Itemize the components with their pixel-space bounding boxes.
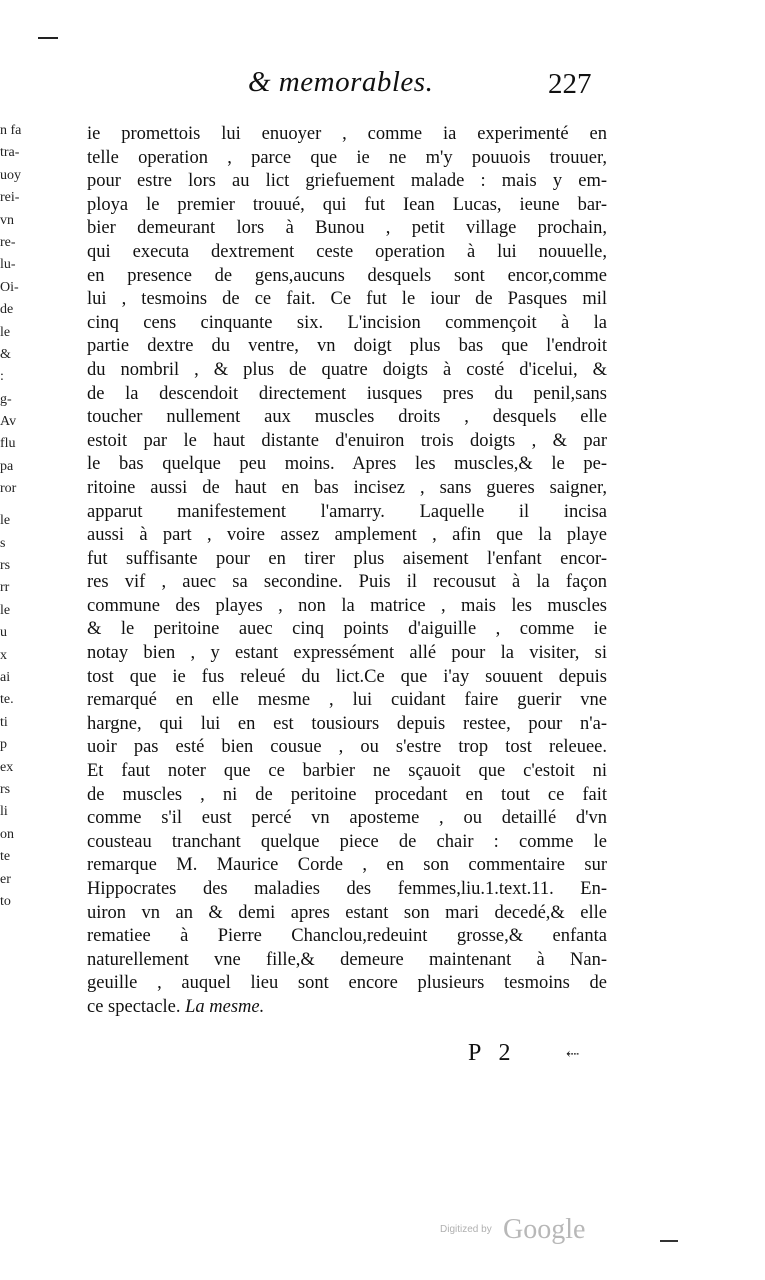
page-number: 227 [548,68,592,100]
text-line [87,949,607,973]
text-line-content: tost que ie fus releué du lict.Ce que i'ay souuent depuis [87,666,607,687]
text-line [87,217,607,241]
text-line-content: commune des playes , non la matrice , mais les muscles [87,595,607,616]
margin-fragment: x [0,647,7,663]
text-line-content: pour estre lors au lict griefuement malade : mais y em- [87,171,607,192]
text-line-content: du nombril , & plus de quatre doigts à costé d'icelui, & [87,359,607,380]
text-line [87,312,607,336]
margin-fragment: ai [0,669,11,685]
text-line-content: qui executa dextrement ceste operation à lui nouuelle, [87,241,607,262]
margin-fragment: le [0,513,11,529]
margin-fragment: de [0,302,14,318]
text-line [87,477,607,501]
bottom-rule [660,1240,678,1242]
margin-fragment: pa [0,458,14,474]
text-line [87,147,607,171]
text-line [87,359,607,383]
margin-fragment: rei- [0,190,20,206]
margin-fragment: Av [0,414,17,430]
text-line-content: estoit par le haut distante d'enuiron trois doigts , & par [87,430,607,451]
text-line-content: toucher nullement aux muscles droits , desquels elle [87,407,607,428]
text-line [87,383,607,407]
text-line-content: rematiee à Pierre Chanclou,redeuint grosse,& enfanta [87,926,607,947]
text-line-content: uiron vn an & demi apres estant son mari decedé,& elle [87,902,607,923]
margin-fragment: vn [0,212,14,228]
printer-mark: ⇠ [566,1044,580,1063]
text-line [87,878,607,902]
top-rule [38,37,58,39]
text-line-content: aussi à part , voire assez amplement , afin que la playe [87,525,607,546]
body-text [87,123,607,1020]
margin-fragment: ex [0,759,14,775]
text-line [87,265,607,289]
text-line [87,241,607,265]
text-line [87,642,607,666]
margin-fragment: to [0,893,11,909]
margin-fragment: s [0,535,6,551]
text-line-content: hargne, qui lui en est tousiours depuis restee, pour n'a- [87,713,607,734]
text-line-content: remarqué en elle mesme , lui cuidant faire guerir vne [87,690,607,711]
margin-fragment: uoy [0,167,21,183]
text-line-content: res vif , auec sa secondine. Puis il recousut à la façon [87,572,607,593]
text-line [87,288,607,312]
text-line [87,925,607,949]
text-line-content: cousteau tranchant quelque piece de chair : comme le [87,831,607,852]
text-line-content: Hippocrates des maladies des femmes,liu.1.text.11. En- [87,879,607,899]
text-line-content: lui , tesmoins de ce fait. Ce fut le iour de Pasques mil [87,289,607,310]
text-line [87,548,607,572]
text-line [87,831,607,855]
text-line [87,902,607,926]
text-line-content: & le peritoine auec cinq points d'aiguille , comme ie [87,619,607,640]
text-line-content: remarque M. Maurice Corde , en son commentaire sur [87,855,607,876]
text-line-content: Et faut noter que ce barbier ne sçauoit que c'estoit ni [87,761,607,782]
closing-attribution: La mesme. [185,996,265,1017]
margin-fragment: er [0,871,11,887]
text-line-content: ce spectacle. [87,996,181,1017]
text-line [87,618,607,642]
margin-fragment: te. [0,692,14,708]
margin-fragment: ror [0,481,17,497]
margin-fragment: le [0,324,11,340]
signature-mark: P 2 [468,1040,517,1066]
text-line-content: de muscles , ni de peritoine procedant en tout ce fait [87,784,607,805]
text-line-content: en presence de gens,aucuns desquels sont encor,comme [87,265,607,286]
text-line-content: telle operation , parce que ie ne m'y pouuois trouuer, [87,147,607,168]
text-line-content: le bas quelque peu moins. Apres les muscles,& le pe- [87,454,607,475]
text-line [87,453,607,477]
facing-page-margin [0,120,28,913]
text-line [87,736,607,760]
text-line [87,501,607,525]
text-line [87,571,607,595]
margin-fragment: le [0,602,11,618]
margin-fragment: : [0,369,4,385]
text-line-content: cinq cens cinquante six. L'incision commençoit à la [87,312,607,333]
margin-fragment: rs [0,558,11,574]
text-line [87,123,607,147]
running-head: & memorables. [248,66,434,98]
text-line [87,666,607,690]
margin-fragment: rs [0,781,11,797]
text-line-content: partie dextre du ventre, vn doigt plus bas que l'endroit [87,336,607,357]
text-line-content: fut suffisante pour en tirer plus aisement l'enfant encor- [87,548,607,569]
text-line [87,335,607,359]
text-line [87,595,607,619]
text-line-content: notay bien , y estant expressément allé pour la visiter, si [87,643,607,664]
text-line-content: uoir pas esté bien cousue , ou s'estre trop tost releuee. [87,737,607,758]
text-line [87,406,607,430]
text-line-content: de la descendoit directement iusques pres du penil,sans [87,383,607,404]
text-line [87,854,607,878]
text-line [87,760,607,784]
margin-fragment: ti [0,714,8,730]
margin-fragment: g- [0,391,12,407]
text-line-content: bier demeurant lors à Bunou , petit village prochain, [87,218,607,239]
margin-fragment: li [0,804,8,820]
text-line [87,713,607,737]
text-line-content: ie promettois lui enuoyer , comme ia experimenté en [87,124,607,144]
digitized-by-label: Digitized by [440,1224,492,1235]
margin-fragment: re- [0,234,16,250]
margin-fragment: on [0,826,14,842]
margin-fragment: p [0,737,7,753]
margin-fragment: flu [0,436,16,452]
text-line-content: naturellement vne fille,& demeure maintenant à Nan- [87,949,607,970]
text-line-content: comme s'il eust percé vn aposteme , ou detaillé d'vn [87,808,607,829]
text-line [87,170,607,194]
text-line-content: apparut manifestement l'amarry. Laquelle il incisa [87,501,607,522]
margin-fragment: Oi- [0,279,19,295]
text-line [87,807,607,831]
text-line-content: ploya le premier trouué, qui fut Iean Lucas, ieune bar- [87,194,607,215]
google-watermark: Google [503,1214,586,1245]
text-line [87,784,607,808]
margin-fragment: u [0,625,7,641]
margin-fragment: te [0,849,11,865]
text-line [87,524,607,548]
margin-fragment: tra- [0,145,20,161]
text-line [87,430,607,454]
margin-fragment: & [0,346,11,362]
text-line-content: geuille , auquel lieu sont encore plusieurs tesmoins de [87,973,607,994]
text-line [87,689,607,713]
margin-fragment: rr [0,580,10,596]
text-line-content: ritoine aussi de haut en bas incisez , sans gueres saigner, [87,477,607,498]
margin-fragment: n fa [0,123,22,138]
text-line [87,996,607,1020]
text-line [87,194,607,218]
text-line [87,972,607,996]
margin-fragment: lu- [0,257,16,273]
